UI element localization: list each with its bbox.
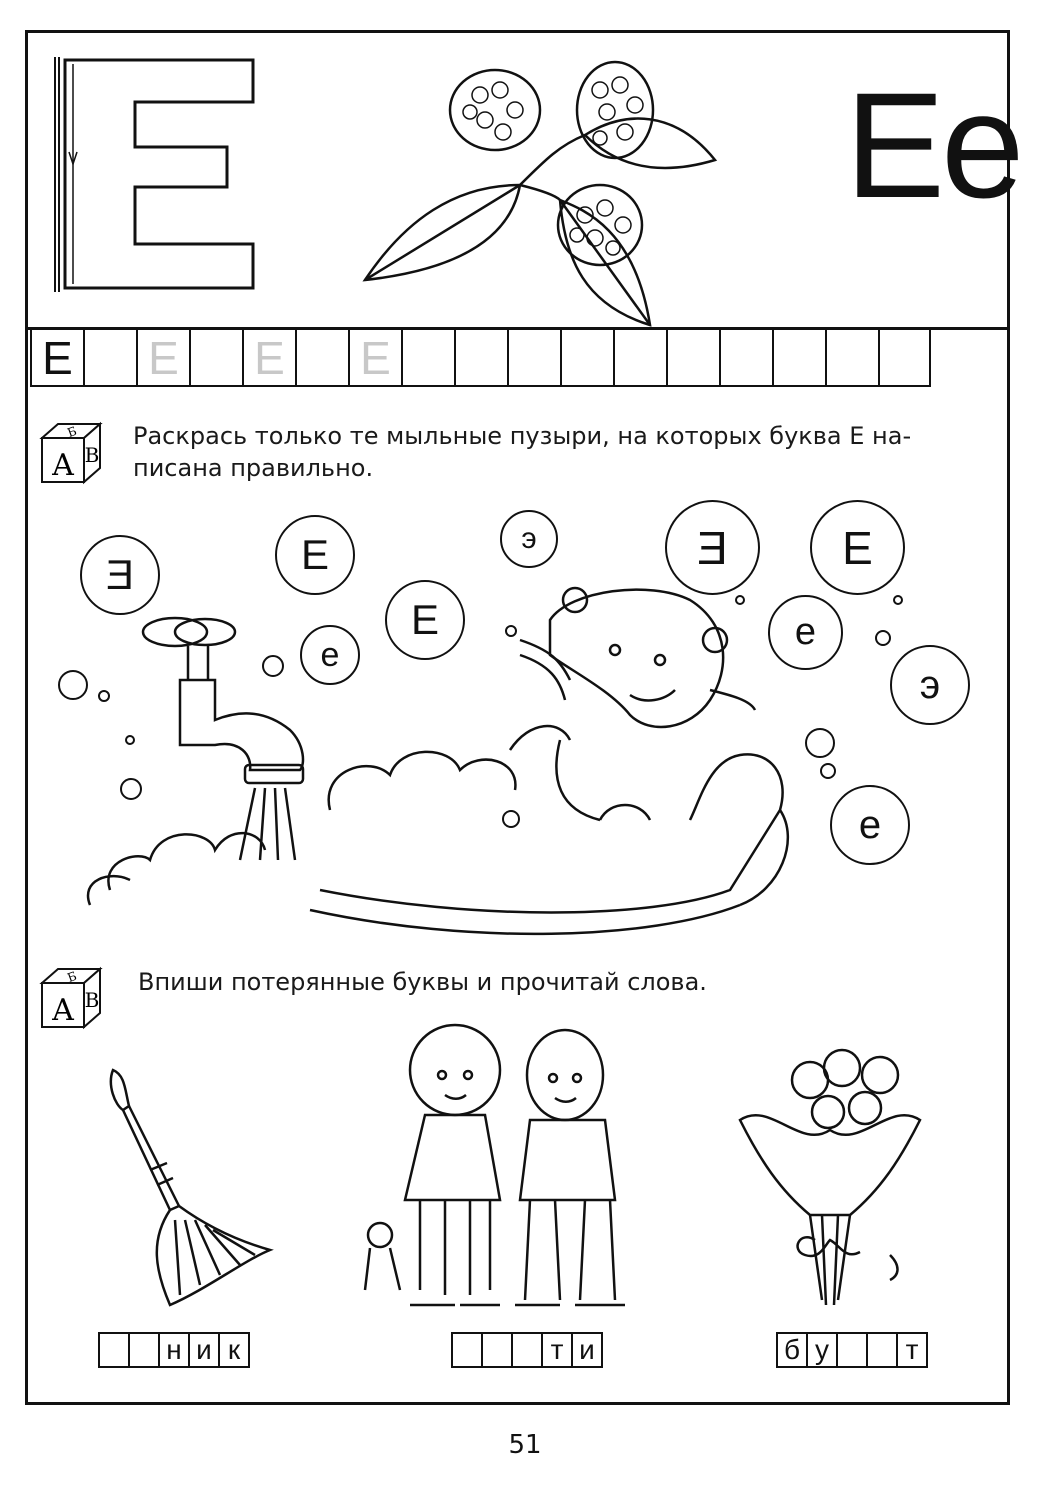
children-icon — [350, 1020, 640, 1320]
word-cell: у — [806, 1332, 838, 1368]
soap-bubble — [820, 763, 836, 779]
word-cell: б — [776, 1332, 808, 1368]
soap-bubble — [58, 670, 88, 700]
writing-cell[interactable] — [454, 330, 507, 385]
word-cell: и — [188, 1332, 220, 1368]
word-box-children — [453, 1332, 603, 1368]
writing-cell: Е — [30, 330, 83, 385]
cube-letter-v: В — [84, 443, 100, 467]
word-cell: к — [218, 1332, 250, 1368]
bath-scene-icon — [90, 560, 810, 950]
writing-cell[interactable] — [878, 330, 931, 385]
letter-writing-row — [30, 328, 931, 387]
cube-letter-b: Б — [65, 968, 79, 986]
writing-cell[interactable] — [295, 330, 348, 385]
word-cell[interactable] — [128, 1332, 160, 1368]
word-cell[interactable] — [451, 1332, 483, 1368]
writing-cell[interactable] — [560, 330, 613, 385]
bouquet-icon — [730, 1040, 930, 1320]
bubble-letter: е — [858, 802, 882, 847]
abc-cube-icon — [38, 965, 104, 1031]
letter-header — [25, 30, 1021, 330]
bubble-letter: э — [919, 662, 941, 707]
word-box-broom — [100, 1332, 250, 1368]
word-box-bouquet — [778, 1332, 928, 1368]
bubble-letter: э — [521, 522, 537, 555]
letter-pair: Ее — [845, 61, 1021, 229]
writing-cell[interactable] — [189, 330, 242, 385]
bubble-letter: Е — [410, 596, 439, 643]
word-cell[interactable] — [98, 1332, 130, 1368]
writing-cell[interactable] — [825, 330, 878, 385]
word-cell[interactable] — [866, 1332, 898, 1368]
outline-letter-e-icon — [47, 52, 257, 282]
cube-letter-a: А — [51, 448, 75, 483]
soap-bubble — [875, 630, 891, 646]
writing-cell-dotted[interactable]: Е — [348, 330, 401, 385]
cube-letter-b: Б — [65, 423, 79, 441]
writing-cell[interactable] — [719, 330, 772, 385]
writing-cell[interactable] — [83, 330, 136, 385]
word-cell[interactable] — [481, 1332, 513, 1368]
task2-instruction: Впиши потерянные буквы и прочитай слова. — [138, 968, 707, 996]
bubble-letter: Е — [105, 551, 134, 598]
word-cell[interactable] — [836, 1332, 868, 1368]
letter-bubble[interactable] — [810, 500, 905, 595]
writing-cell[interactable] — [666, 330, 719, 385]
broom-icon — [95, 1060, 280, 1310]
bubble-letter: Е — [300, 531, 329, 578]
writing-cell-dotted[interactable]: Е — [136, 330, 189, 385]
writing-cell[interactable] — [401, 330, 454, 385]
page-number: 51 — [508, 1430, 542, 1460]
raspberry-icon — [345, 50, 745, 320]
task1-instruction: Раскрась только те мыльные пузыри, на которых буква Е на- писана правильно. — [133, 422, 912, 482]
bubble-letter: Е — [842, 521, 873, 574]
cube-letter-a: А — [51, 993, 75, 1028]
bubble-letter: е — [794, 611, 817, 653]
cube-letter-v: В — [84, 988, 100, 1012]
writing-cell[interactable] — [772, 330, 825, 385]
word-cell: н — [158, 1332, 190, 1368]
word-cell: т — [541, 1332, 573, 1368]
writing-cell[interactable] — [507, 330, 560, 385]
letter-bubble[interactable] — [830, 785, 910, 865]
bubble-letter: Е — [697, 521, 728, 574]
bubble-letter: е — [320, 635, 340, 674]
word-cell: т — [896, 1332, 928, 1368]
writing-cell[interactable] — [613, 330, 666, 385]
letter-bubble[interactable] — [890, 645, 970, 725]
word-cell[interactable] — [511, 1332, 543, 1368]
word-cell: и — [571, 1332, 603, 1368]
writing-cell-dotted[interactable]: Е — [242, 330, 295, 385]
abc-cube-icon — [38, 420, 104, 486]
soap-bubble — [893, 595, 903, 605]
